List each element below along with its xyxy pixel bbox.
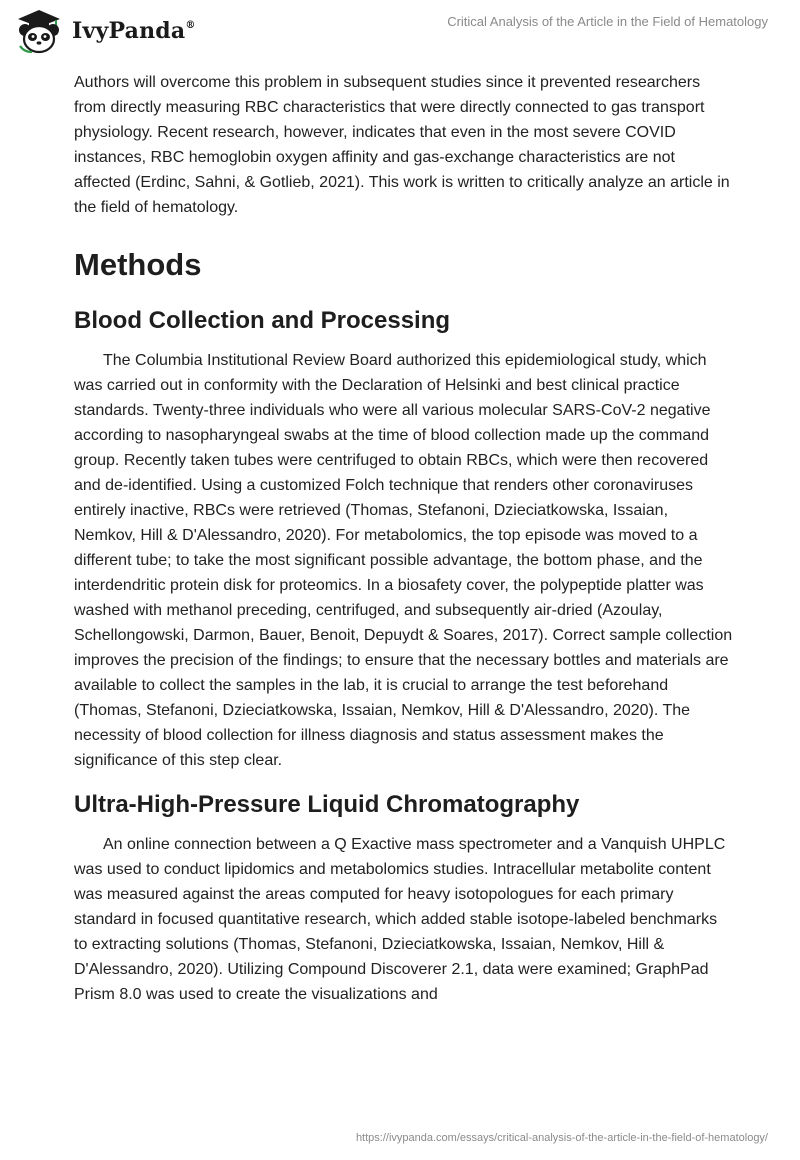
panda-graduate-icon — [14, 8, 64, 54]
methods-heading: Methods — [74, 247, 202, 282]
brand-logo[interactable] — [14, 8, 196, 54]
registered-mark: ® — [185, 19, 196, 31]
source-url[interactable]: https://ivypanda.com/essays/critical-analysis-of-the-article-in-the-field-of-hematology/ — [355, 1132, 768, 1144]
brand-name: IvyPanda® — [72, 18, 196, 44]
page-header — [0, 0, 800, 60]
uhplc-paragraph: An online connection between a Q Exactive mass spectrometer and a Vanquish UHPLC was used to conduct lipidomics and metabolomics studies. Intracellular metabolite content was measured against the areas computed for heavy isotopologues for each primary standard in focused quantitative research, which added stable isotope-labeled benchmarks to extracting solutions (Thomas, Stefanoni, Dzieciatkowska, Issaian, Nemkov, Hill & D'Alessandro, 2020). Utilizing Compound Discoverer 2.1, data were examined; GraphPad Prism 8.0 was used to create the visualizations and — [74, 836, 726, 1003]
uhplc-heading: Ultra-High-Pressure Liquid Chromatography — [74, 791, 580, 818]
essay-body — [74, 70, 734, 1007]
intro-paragraph: Authors will overcome this problem in subsequent studies since it prevented researchers from directly measuring RBC characteristics that were directly connected to gas transport physiology. Recent research, however, indicates that even in the most severe COVID instances, RBC hemoglobin oxygen affinity and gas-exchange characteristics are not affected (Erdinc, Sahni, & Gotlieb, 2021). This work is written to critically analyze an article in the field of hematology. — [74, 74, 730, 216]
document-title: Critical Analysis of the Article in the Field of Hematology — [447, 14, 768, 29]
blood-collection-heading: Blood Collection and Processing — [74, 307, 451, 334]
blood-collection-paragraph: The Columbia Institutional Review Board authorized this epidemiological study, which was carried out in conformity with the Declaration of Helsinki and best clinical practice standards. Twenty-three individuals who were all various molecular SARS-CoV-2 negative according to nasopharyngeal swabs at the time of blood collection made up the command group. Recently taken tubes were centrifuged to obtain RBCs, which were then recovered and de-identified. Using a customized Folch technique that renders other coronaviruses entirely inactive, RBCs were retrieved (Thomas, Stefanoni, Dzieciatkowska, Issaian, Nemkov, Hill & D'Alessandro, 2020). For metabolomics, the top episode was moved to a different tube; to take the most significant possible advantage, the bottom phase, and the interdendritic protein disk for proteomics. In a biosafety cover, the polypeptide platter was washed with methanol preceding, centrifuged, and subsequently air-dried (Azoulay, Schellongowski, Darmon, Bauer, Benoit, Depuydt & Soares, 2017). Correct sample collection improves the precision of the findings; to ensure that the necessary bottles and materials are available to collect the samples in the lab, it is crucial to arrange the test beforehand (Thomas, Stefanoni, Dzieciatkowska, Issaian, Nemkov, Hill & D'Alessandro, 2020). The necessity of blood collection for illness diagnosis and status assessment makes the significance of this step clear. — [74, 352, 733, 769]
